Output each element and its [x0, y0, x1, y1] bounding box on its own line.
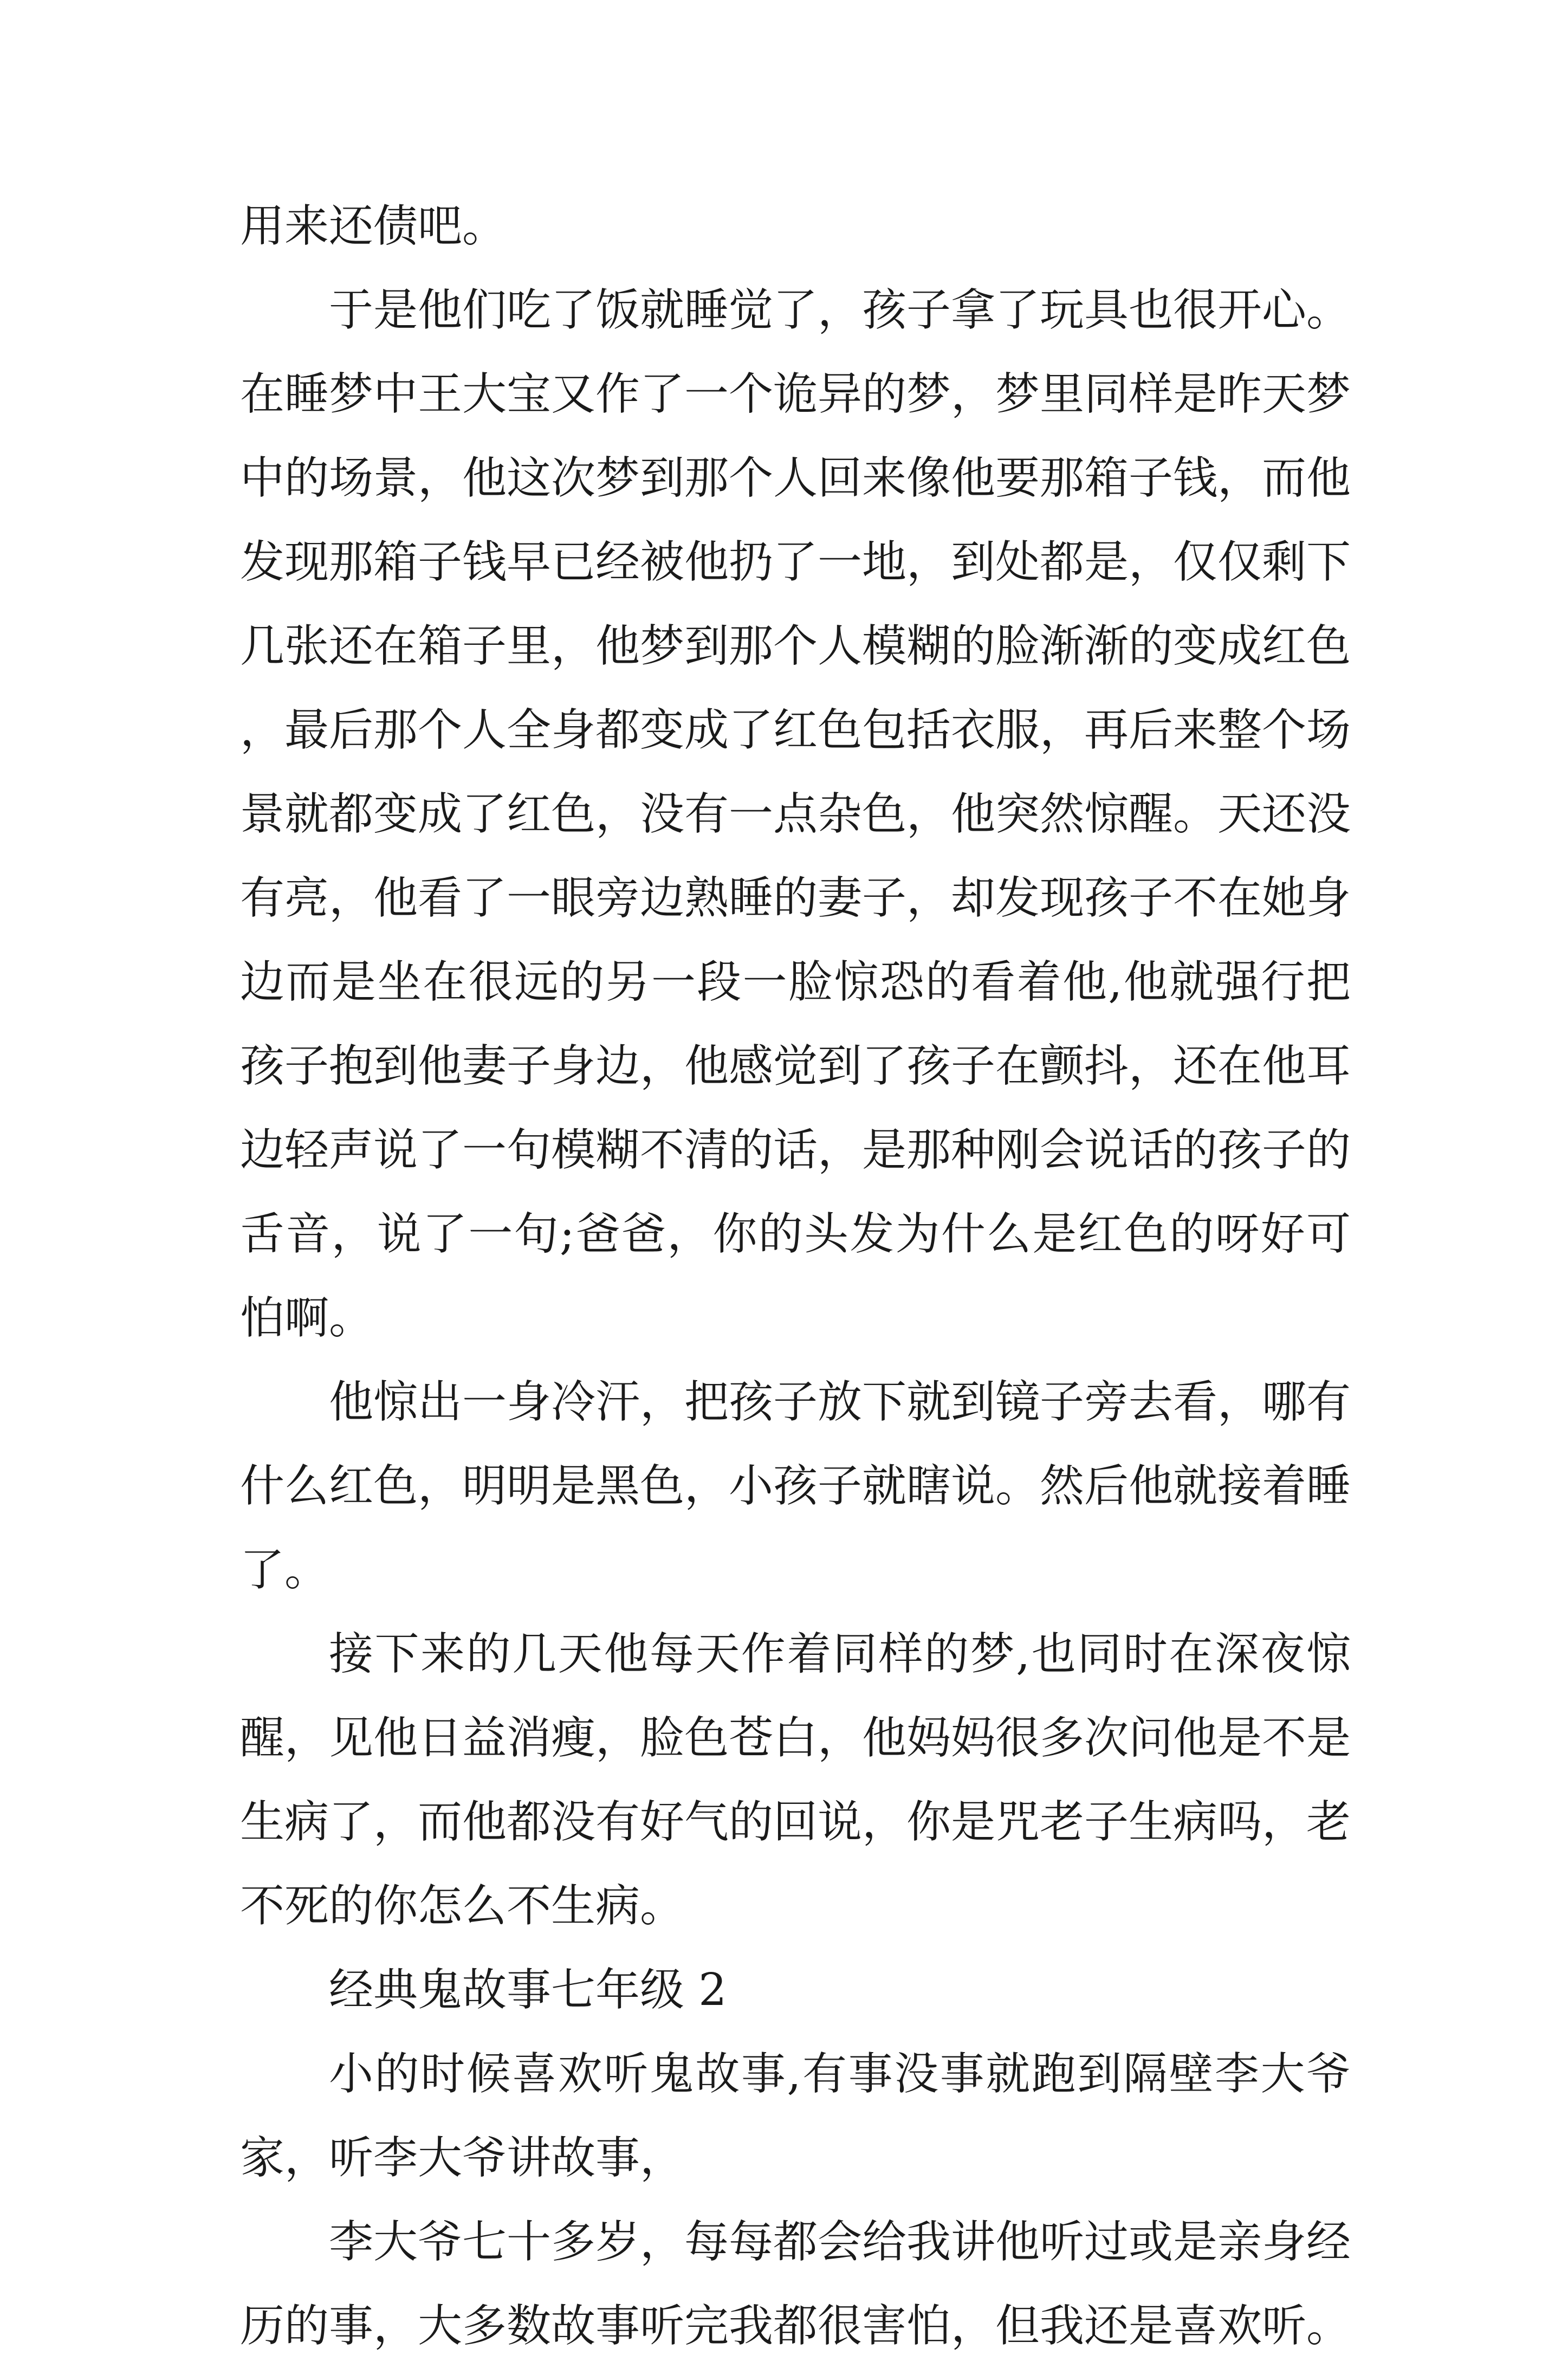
paragraph: 于是他们吃了饭就睡觉了，孩子拿了玩具也很开心。在睡梦中王大宝又作了一个诡异的梦，梦里同样是昨天梦中的场景，他这次梦到那个人回来像他要那箱子钱，而他发现那箱子钱早已经被他扔了一地，到处都是，仅仅剩下几张还在箱子里，他梦到那个人模糊的脸渐渐的变成红色，最后那个人全身都变成了红色包括衣服，再后来整个场景就都变成了红色，没有一点杂色，他突然惊醒。天还没有亮，他看了一眼旁边熟睡的妻子，却发现孩子不在她身边而是坐在很远的另一段一脸惊恐的看着他,他就强行把孩子抱到他妻子身边，他感觉到了孩子在颤抖，还在他耳边轻声说了一句模糊不清的话，是那种刚会说话的孩子的舌音，说了一句;爸爸，你的头发为什么是红色的呀好可怕啊。 — [240, 284, 1351, 1344]
paragraph: 用来还债吧。 — [240, 200, 507, 252]
section-heading: 经典鬼故事七年级 2 — [329, 1964, 727, 2016]
paragraph: 李大爷七十多岁，每每都会给我讲他听过或是亲身经历的事，大多数故事听完我都很害怕，但我还是喜欢听。 — [240, 2216, 1351, 2352]
paragraph: 小的时候喜欢听鬼故事,有事没事就跑到隔壁李大爷家，听李大爷讲故事， — [240, 2048, 1351, 2184]
paragraph: 接下来的几天他每天作着同样的梦,也同时在深夜惊醒，见他日益消瘦，脸色苍白，他妈妈很多次问他是不是生病了，而他都没有好气的回说，你是咒老子生病吗，老不死的你怎么不生病。 — [240, 1628, 1351, 1932]
paragraph: 他惊出一身冷汗，把孩子放下就到镜子旁去看，哪有什么红色，明明是黑色，小孩子就瞎说。然后他就接着睡了。 — [240, 1376, 1351, 1596]
document-body — [240, 184, 1351, 2368]
